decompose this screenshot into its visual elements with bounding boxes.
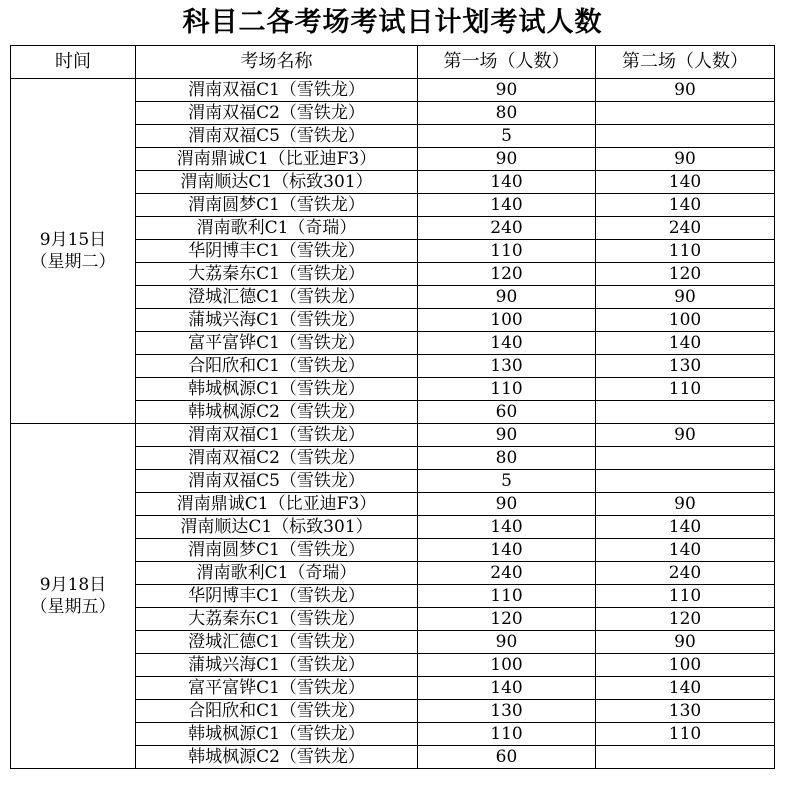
venue-name-cell: 华阴博丰C1（雪铁龙） bbox=[136, 585, 418, 608]
second-session-count-cell bbox=[596, 125, 775, 148]
second-session-count-cell bbox=[596, 470, 775, 493]
venue-name-cell: 渭南圆梦C1（雪铁龙） bbox=[136, 194, 418, 217]
first-session-count-cell: 140 bbox=[418, 332, 596, 355]
second-session-count-cell: 100 bbox=[596, 309, 775, 332]
first-session-count-cell: 90 bbox=[418, 79, 596, 102]
first-session-count-cell: 80 bbox=[418, 447, 596, 470]
column-header-venue: 考场名称 bbox=[136, 46, 418, 79]
first-session-count-cell: 5 bbox=[418, 470, 596, 493]
second-session-count-cell: 90 bbox=[596, 424, 775, 447]
venue-name-cell: 渭南双福C5（雪铁龙） bbox=[136, 470, 418, 493]
venue-name-cell: 韩城枫源C2（雪铁龙） bbox=[136, 401, 418, 424]
date-cell bbox=[11, 424, 136, 769]
column-header-second-session: 第二场（人数） bbox=[596, 46, 775, 79]
first-session-count-cell: 90 bbox=[418, 493, 596, 516]
first-session-count-cell: 240 bbox=[418, 217, 596, 240]
column-header-time: 时间 bbox=[11, 46, 136, 79]
venue-name-cell: 韩城枫源C1（雪铁龙） bbox=[136, 723, 418, 746]
venue-name-cell: 渭南鼎诚C1（比亚迪F3） bbox=[136, 148, 418, 171]
first-session-count-cell: 120 bbox=[418, 263, 596, 286]
first-session-count-cell: 110 bbox=[418, 723, 596, 746]
venue-name-cell: 渭南双福C1（雪铁龙） bbox=[136, 424, 418, 447]
second-session-count-cell bbox=[596, 102, 775, 125]
second-session-count-cell: 140 bbox=[596, 194, 775, 217]
second-session-count-cell: 110 bbox=[596, 723, 775, 746]
exam-schedule-table bbox=[10, 45, 775, 769]
venue-name-cell: 韩城枫源C1（雪铁龙） bbox=[136, 378, 418, 401]
first-session-count-cell: 130 bbox=[418, 700, 596, 723]
table-header-row bbox=[11, 46, 775, 79]
second-session-count-cell: 100 bbox=[596, 654, 775, 677]
second-session-count-cell: 90 bbox=[596, 493, 775, 516]
venue-name-cell: 合阳欣和C1（雪铁龙） bbox=[136, 700, 418, 723]
exam-weekday: （星期五） bbox=[30, 597, 116, 617]
second-session-count-cell: 140 bbox=[596, 516, 775, 539]
second-session-count-cell: 240 bbox=[596, 217, 775, 240]
second-session-count-cell: 110 bbox=[596, 585, 775, 608]
second-session-count-cell: 140 bbox=[596, 171, 775, 194]
first-session-count-cell: 140 bbox=[418, 677, 596, 700]
column-header-first-session: 第一场（人数） bbox=[418, 46, 596, 79]
second-session-count-cell bbox=[596, 447, 775, 470]
second-session-count-cell: 90 bbox=[596, 79, 775, 102]
second-session-count-cell bbox=[596, 746, 775, 769]
venue-name-cell: 富平富铧C1（雪铁龙） bbox=[136, 677, 418, 700]
first-session-count-cell: 120 bbox=[418, 608, 596, 631]
venue-name-cell: 渭南圆梦C1（雪铁龙） bbox=[136, 539, 418, 562]
first-session-count-cell: 140 bbox=[418, 171, 596, 194]
table-row bbox=[11, 79, 775, 102]
venue-name-cell: 澄城汇德C1（雪铁龙） bbox=[136, 631, 418, 654]
venue-name-cell: 渭南鼎诚C1（比亚迪F3） bbox=[136, 493, 418, 516]
second-session-count-cell: 90 bbox=[596, 631, 775, 654]
venue-name-cell: 渭南双福C1（雪铁龙） bbox=[136, 79, 418, 102]
second-session-count-cell: 140 bbox=[596, 332, 775, 355]
venue-name-cell: 渭南双福C5（雪铁龙） bbox=[136, 125, 418, 148]
first-session-count-cell: 100 bbox=[418, 654, 596, 677]
first-session-count-cell: 60 bbox=[418, 746, 596, 769]
second-session-count-cell: 140 bbox=[596, 539, 775, 562]
venue-name-cell: 大荔秦东C1（雪铁龙） bbox=[136, 263, 418, 286]
venue-name-cell: 华阴博丰C1（雪铁龙） bbox=[136, 240, 418, 263]
date-cell bbox=[11, 79, 136, 424]
second-session-count-cell: 110 bbox=[596, 378, 775, 401]
second-session-count-cell: 90 bbox=[596, 286, 775, 309]
first-session-count-cell: 60 bbox=[418, 401, 596, 424]
page-title: 科目二各考场考试日计划考试人数 bbox=[182, 7, 603, 38]
second-session-count-cell: 120 bbox=[596, 608, 775, 631]
second-session-count-cell: 120 bbox=[596, 263, 775, 286]
first-session-count-cell: 140 bbox=[418, 194, 596, 217]
second-session-count-cell: 130 bbox=[596, 700, 775, 723]
first-session-count-cell: 240 bbox=[418, 562, 596, 585]
venue-name-cell: 澄城汇德C1（雪铁龙） bbox=[136, 286, 418, 309]
venue-name-cell: 渭南顺达C1（标致301） bbox=[136, 516, 418, 539]
first-session-count-cell: 90 bbox=[418, 286, 596, 309]
venue-name-cell: 渭南歌利C1（奇瑞） bbox=[136, 217, 418, 240]
venue-name-cell: 合阳欣和C1（雪铁龙） bbox=[136, 355, 418, 378]
exam-date: 9月15日 bbox=[39, 230, 107, 250]
venue-name-cell: 韩城枫源C2（雪铁龙） bbox=[136, 746, 418, 769]
first-session-count-cell: 110 bbox=[418, 585, 596, 608]
venue-name-cell: 大荔秦东C1（雪铁龙） bbox=[136, 608, 418, 631]
exam-date: 9月18日 bbox=[39, 575, 107, 595]
venue-name-cell: 渭南双福C2（雪铁龙） bbox=[136, 447, 418, 470]
first-session-count-cell: 140 bbox=[418, 539, 596, 562]
first-session-count-cell: 110 bbox=[418, 240, 596, 263]
venue-name-cell: 渭南双福C2（雪铁龙） bbox=[136, 102, 418, 125]
first-session-count-cell: 90 bbox=[418, 424, 596, 447]
venue-name-cell: 蒲城兴海C1（雪铁龙） bbox=[136, 654, 418, 677]
venue-name-cell: 渭南歌利C1（奇瑞） bbox=[136, 562, 418, 585]
second-session-count-cell: 140 bbox=[596, 677, 775, 700]
first-session-count-cell: 140 bbox=[418, 516, 596, 539]
second-session-count-cell bbox=[596, 401, 775, 424]
second-session-count-cell: 240 bbox=[596, 562, 775, 585]
table-body bbox=[11, 79, 775, 769]
first-session-count-cell: 130 bbox=[418, 355, 596, 378]
first-session-count-cell: 100 bbox=[418, 309, 596, 332]
venue-name-cell: 蒲城兴海C1（雪铁龙） bbox=[136, 309, 418, 332]
first-session-count-cell: 90 bbox=[418, 631, 596, 654]
second-session-count-cell: 110 bbox=[596, 240, 775, 263]
first-session-count-cell: 110 bbox=[418, 378, 596, 401]
venue-name-cell: 富平富铧C1（雪铁龙） bbox=[136, 332, 418, 355]
venue-name-cell: 渭南顺达C1（标致301） bbox=[136, 171, 418, 194]
first-session-count-cell: 80 bbox=[418, 102, 596, 125]
first-session-count-cell: 90 bbox=[418, 148, 596, 171]
second-session-count-cell: 90 bbox=[596, 148, 775, 171]
first-session-count-cell: 5 bbox=[418, 125, 596, 148]
exam-weekday: （星期二） bbox=[30, 252, 116, 272]
second-session-count-cell: 130 bbox=[596, 355, 775, 378]
table-row bbox=[11, 424, 775, 447]
